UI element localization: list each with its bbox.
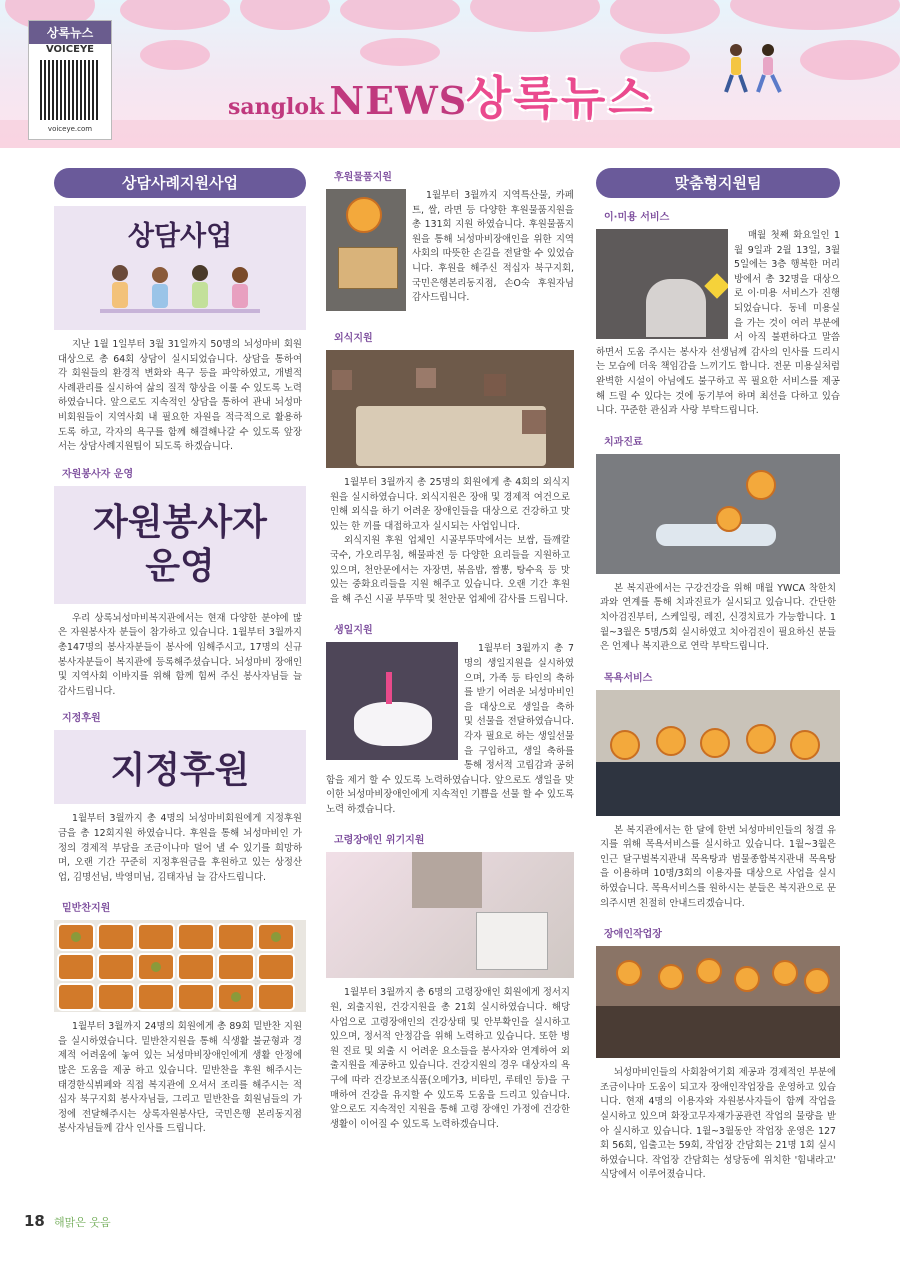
subheading-volunteer: 자원봉사자 운영 — [62, 468, 134, 480]
face-sticker-icon — [700, 728, 730, 758]
news-title-small: sanglok — [228, 94, 325, 120]
subheading-elderly-crisis: 고령장애인 위기지원 — [334, 835, 425, 847]
salon-cape-icon — [646, 279, 706, 337]
face-sticker-icon — [716, 506, 742, 532]
dental-chair-icon — [656, 524, 776, 546]
supplement-box-icon — [476, 912, 548, 970]
pixelated-face-icon — [484, 374, 506, 396]
counseling-banner-title: 상담사업 — [127, 221, 233, 252]
subheading-workshop: 장애인작업장 — [604, 929, 662, 941]
voiceye-code-icon — [40, 60, 100, 120]
pixelated-face-icon — [412, 852, 482, 908]
workshop-paragraph: 뇌성마비인들의 사회참여기회 제공과 경제적인 부분에 조금이나마 도움이 되고자 장애인작업장을 운영하고 있습니다. 현재 4명의 이용자와 자원봉사자들이 함께 작업을 실시하고 있으며 화장고무자재가공관련 작업의 물량을 받아 실시하고 있습니다. 1월~3월동안 작업장 운영은 127회 56회, 입출고는 59회, 작업장 간담회는 21명 1회 실시하였습니다. 작업장 간담회는 성당동에 위치한 '힘내라고' 식당에서 이루어졌습니다. — [600, 1067, 836, 1181]
elderly-crisis-photo — [326, 852, 574, 978]
face-sticker-icon — [772, 960, 798, 986]
left-column — [54, 168, 306, 1137]
subheading-birthday: 생일지원 — [334, 625, 373, 637]
workshop-photo — [596, 946, 840, 1058]
birthday-cake-icon — [354, 702, 432, 746]
hair-service-paragraph: 매월 첫째 화요일인 1월 9일과 2월 13일, 3월 5일에는 3층 행복한 머리방에서 총 32명을 대상으로 이·미용 서비스가 진행되었습니다. 동네 미용실을 가는 것이 여러 부분에서 아직 불편하다고 말씀하면서 도움 주시는 봉사자 선생님께 감사의 인사를 드리시는 모습에 더욱 책임감을 느끼기도 합니다. 전문 미용실처럼 완벽한 시설이 아님에도 불구하고 꼭 필요한 서비스를 제공해 드릴 수 있다는 것에 동기부여 하며 최선을 다하고 있습니다. 꾸준한 관심과 사랑 부탁드립니다. — [596, 230, 840, 417]
face-sticker-icon — [746, 724, 776, 754]
counseling-paragraph: 지난 1월 1일부터 3월 31일까지 50명의 뇌성마비 회원 대상으로 총 64회 상담이 실시되었습니다. 상담을 통하여 각 회원들의 환경적 변화와 욕구 등을 파악하였고, 개별적 사례관리를 실시하여 삶의 질적 향상을 이룰 수 있도록 노력하였습니다. 앞으로도 지속적인 상담을 통하여 관내 뇌성마비회원들이 지역사회 내 필요한 자원을 적극적으로 활용하도록 하고, 각자의 욕구를 함께 해결해나갈 수 있도록 앞장서는 상담사례지원팀이 되도록 하겠습니다. — [58, 339, 302, 453]
section-title-customized-support: 맞춤형지원팀 — [596, 168, 840, 198]
hair-service-photo — [596, 229, 728, 339]
bath-service-paragraph: 본 복지관에서는 한 달에 한번 뇌성마비인들의 청결 유지를 위해 목욕서비스를 실시하고 있습니다. 1월~3월은 인근 달구벌복지관내 목욕탕과 범물종합복지관내 목욕탕을 이용하며 10명/3회의 이용자를 대상으로 사업을 실시하였습니다. 목욕서비스를 원하시는 분들은 복지관으로 문의주시면 친절히 안내드리겠습니다. — [600, 824, 836, 909]
volunteer-banner-line2: 운영 — [145, 545, 215, 587]
volunteer-banner-line1: 자원봉사자 — [93, 501, 267, 543]
blossom-decoration — [730, 0, 900, 30]
subheading-hair-service: 이·미용 서비스 — [604, 212, 670, 223]
right-column — [596, 168, 840, 1183]
side-dishes-photo — [54, 920, 306, 1012]
blossom-decoration — [140, 40, 210, 70]
birthday-paragraph: 1월부터 3월까지 총 7명의 생일지원을 실시하였으며, 가족 등 타인의 축하를 받기 어려운 뇌성마비인을 대상으로 생일을 축하 및 선물을 전달하였습니다. 각자 필요로 하는 생일선물을 구입하고, 생일 축하를 통해 정서적 고립감과 공허함을 제거 할 수 있도록 노력하였습니다. 앞으로도 생일을 맞이한 뇌성마비장애인에게 지속적인 기쁨을 선물 할 수 있도록 노력 하겠습니다. — [326, 643, 574, 815]
designated-donation-paragraph: 1월부터 3월까지 총 4명의 뇌성마비회원에게 지정후원금을 총 12회지원 하였습니다. 후원을 통해 뇌성마비인 가정의 경제적 부담을 조금이나마 덜어 낼 수 있기를 희망하며, 오랜 기간 꾸준히 지정후원금을 후원하고 있는 상정산업, 김명선님, 박영미님, 김태자님 늘 감사드립니다. — [58, 813, 302, 883]
wheelchairs-icon — [596, 1006, 840, 1058]
subheading-dental: 치과진료 — [604, 436, 643, 448]
ground-decoration — [0, 120, 900, 148]
blossom-decoration — [340, 0, 460, 30]
side-dish-containers-icon — [54, 920, 306, 1012]
volunteer-banner — [54, 486, 306, 604]
face-sticker-icon — [610, 730, 640, 760]
face-sticker-icon — [616, 960, 642, 986]
dining-out-photo — [326, 350, 574, 468]
blossom-decoration — [610, 0, 720, 34]
blossom-decoration — [800, 40, 900, 80]
blossom-decoration — [120, 0, 230, 30]
face-sticker-icon — [734, 966, 760, 992]
birthday-photo — [326, 642, 458, 760]
pixelated-face-icon — [522, 410, 546, 434]
dental-paragraph: 본 복지관에서는 구강건강을 위해 매월 YWCA 착한치과와 연계를 통해 치과진료가 실시되고 있습니다. 간단한 치아검진부터, 스케일링, 레진, 신경치료가 가능합니다. 1월~3월은 5명/5회 실시하였고 치아검진이 필요하신 분들은 언제나 복지관으로 연락 부탁드립니다. — [600, 582, 836, 653]
tag-side-text: voiceye.com — [47, 125, 93, 133]
counseling-people-icon — [80, 253, 280, 325]
subheading-donated-goods: 후원물품지원 — [334, 172, 392, 183]
header-banner — [0, 0, 900, 148]
designated-donation-banner — [54, 730, 306, 804]
face-sticker-icon — [696, 958, 722, 984]
counseling-banner — [54, 206, 306, 330]
face-sticker-icon — [804, 968, 830, 994]
middle-column — [326, 168, 574, 1132]
blossom-decoration — [240, 0, 330, 30]
elderly-crisis-paragraph: 1월부터 3월까지 총 6명의 고령장애인 회원에게 정서지원, 외출지원, 건강지원을 총 21회 실시하였습니다. 해당 사업으로 고령장애인의 건강상태 및 안부확인을 실시하고 있으며, 정서적 안정감을 위해 노력하고 있습니다. 또한 병원 진료 및 외출 시 어려운 요소들을 봉사자와 연계하여 외출지원을 제공하고 있습니다. 건강지원의 경우 대상자의 욕구에 따라 건강보조식품(오메가3, 비타민, 루테인 등)을 구매하여 건강을 유지할 수 있도록 도움을 드리고 있습니다. 앞으로도 지속적인 지원을 통해 고령 장애인 가정에 건강한 생활이 이어질 수 있도록 노력하겠습니다. — [330, 987, 570, 1130]
side-dishes-paragraph: 1월부터 3월까지 24명의 회원에게 총 89회 밑반찬 지원을 실시하였습니다. 밑반찬지원을 통해 식생활 불균형과 경제적 어려움에 놓여 있는 뇌성마비장애인에게 생활 안정에 많은 도움을 제공 하고 있습니다. 밑반찬을 후원 해주시는 태경한식뷔페와 직접 복지관에 오셔서 조리를 해주시는 적십자 북구지회 봉사자님들, 그리고 밑반찬을 회원님들의 가정에 전달해주시는 상록자원봉사단, 국민은행 본리동지점 봉사자님들께 감사 인사를 드립니다. — [58, 1021, 302, 1135]
pixelated-face-icon — [416, 368, 436, 388]
section-title-counseling: 상담사례지원사업 — [54, 168, 306, 198]
subheading-side-dishes: 밑반찬지원 — [62, 903, 111, 915]
donation-box-icon — [338, 247, 398, 289]
dining-out-paragraph-2: 외식지원 후원 업체인 시골부뚜막에서는 보쌈, 들깨칼국수, 가오리무침, 해물파전 등 다양한 요리들을 지원하고 있으며, 천안문에서는 자장면, 볶음밥, 짬뽕, 탕수육 등 맛있는 중화요리들을 지원 해주고 있습니다. 오랜 기간 후원을 해 주신 시골 부뚜막 및 천안문 업체에 감사를 드립니다. — [330, 535, 570, 605]
subheading-bath-service: 목욕서비스 — [604, 672, 653, 684]
footer-logo: 해맑은 웃음 — [54, 1216, 111, 1229]
donated-goods-paragraph: 1월부터 3월까지 지역특산물, 카페트, 쌀, 라면 등 다양한 후원물품지원을 총 131회 지원 하였습니다. 후원물품지원을 통해 뇌성마비장애인을 위한 지역 사회의 따뜻한 손길을 전달할 수 있었습니다. 후원을 해주신 적십자 북구지회, 국민은행본리동지점, 손O숙 후원자님 감사드립니다. — [412, 190, 574, 304]
face-sticker-icon — [790, 730, 820, 760]
face-sticker-icon — [746, 470, 776, 500]
voiceye-tag — [28, 20, 112, 140]
volunteer-paragraph: 우리 상록뇌성마비복지관에서는 현재 다양한 분야에 많은 자원봉사자 분들이 참가하고 있습니다. 1월부터 3월까지 총147명의 봉사자분들이 봉사에 임해주시고, 17명의 신규봉사자분들이 복지관에 등록해주셨습니다. 뇌성마비 장애인 및 지역사회 이바지를 위해 함께 힘써 주신 봉사자님들 늘 감사드립니다. — [58, 612, 302, 697]
tag-title: 상록뉴스 — [29, 21, 111, 44]
dining-out-paragraph: 1월부터 3월까지 총 25명의 회원에게 총 4회의 외식지원을 실시하였습니다. 외식지원은 장애 및 경제적 여건으로 인해 외식을 하기 어려운 장애인들을 대상으로 건강하고 맛있는 한 끼를 대접하고자 실시되는 사업입니다. — [330, 477, 570, 532]
dining-table-icon — [356, 406, 546, 466]
news-title-ko: 상록뉴스 — [466, 71, 656, 125]
donated-goods-photo — [326, 189, 406, 311]
subheading-designated-donation: 지정후원 — [62, 713, 101, 725]
dental-photo — [596, 454, 840, 574]
face-sticker-icon — [656, 726, 686, 756]
blossom-decoration — [360, 38, 440, 66]
page-number: 18 — [24, 1212, 45, 1230]
subheading-dining-out: 외식지원 — [334, 333, 373, 344]
face-sticker-icon — [346, 197, 382, 233]
blossom-decoration — [470, 0, 600, 32]
people-illustration-icon — [718, 40, 788, 96]
tag-brand: VOICEYE — [45, 44, 95, 55]
bath-service-photo — [596, 690, 840, 816]
candle-icon — [386, 672, 392, 704]
news-title-en — [228, 78, 467, 123]
group-clothing-icon — [596, 762, 840, 816]
face-sticker-icon — [658, 964, 684, 990]
star-sticker-icon — [704, 273, 728, 298]
designated-donation-banner-title: 지정후원 — [110, 749, 250, 791]
news-title-big: NEWS — [329, 78, 468, 123]
pixelated-face-icon — [332, 370, 352, 390]
